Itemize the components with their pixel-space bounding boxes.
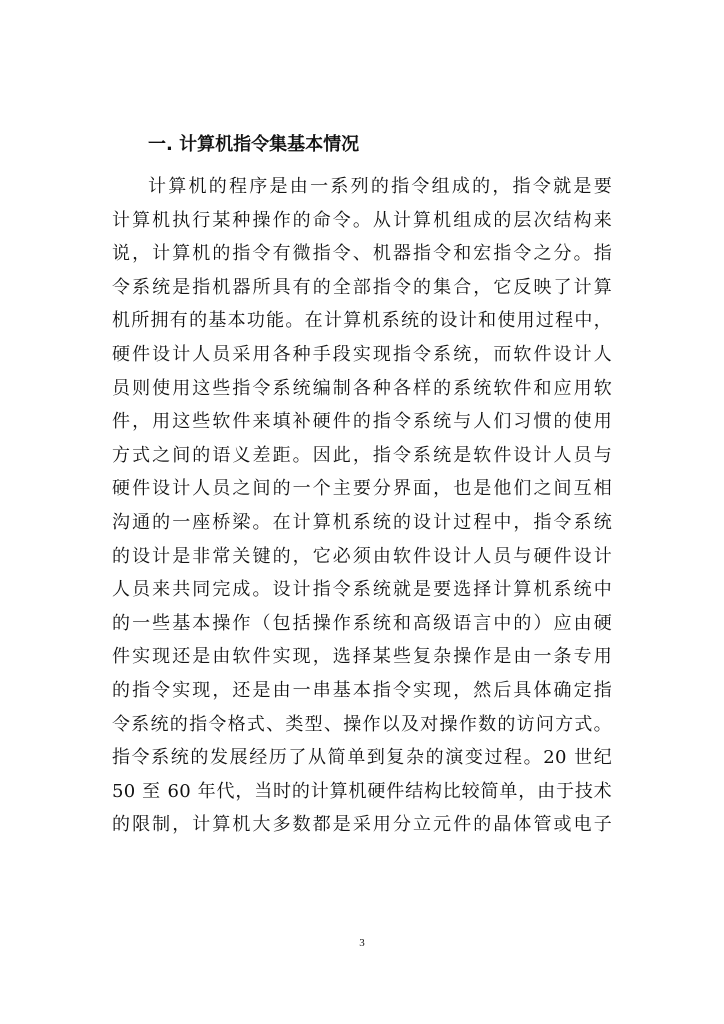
- paragraph-line: 计算机的程序是由一系列的指令组成的，指令就是要: [148, 176, 612, 197]
- paragraph-line: 方式之间的语义差距。因此，指令系统是软件设计人员与: [112, 444, 612, 466]
- paragraph-line: 人员来共同完成。设计指令系统就是要选择计算机系统中: [112, 579, 612, 601]
- paragraph-line: 令系统的指令格式、类型、操作以及对操作数的访问方式。: [112, 713, 612, 735]
- paragraph-line: 的限制，计算机大多数都是采用分立元件的晶体管或电子: [112, 814, 612, 836]
- paragraph-line: 件实现还是由软件实现，选择某些复杂操作是由一条专用: [112, 646, 612, 668]
- paragraph-line: 50 至 60 年代，当时的计算机硬件结构比较简单，由于技术: [112, 780, 612, 802]
- paragraph-line: 计算机执行某种操作的命令。从计算机组成的层次结构来: [112, 209, 612, 231]
- paragraph-line: 令系统是指机器所具有的全部指令的集合，它反映了计算: [112, 276, 612, 298]
- page-number: 3: [359, 937, 365, 949]
- paragraph-line: 的指令实现，还是由一串基本指令实现，然后具体确定指: [112, 679, 612, 701]
- paragraph-line: 员则使用这些指令系统编制各种各样的系统软件和应用软: [112, 377, 612, 399]
- paragraph-line: 的设计是非常关键的，它必须由软件设计人员与硬件设计: [112, 545, 612, 567]
- paragraph-line: 机所拥有的基本功能。在计算机系统的设计和使用过程中，: [112, 310, 612, 332]
- body-paragraph: [112, 170, 612, 842]
- paragraph-line: 的一些基本操作（包括操作系统和高级语言中的）应由硬: [112, 612, 612, 634]
- paragraph-line: 说，计算机的指令有微指令、机器指令和宏指令之分。指: [112, 243, 612, 265]
- paragraph-line: 硬件设计人员之间的一个主要分界面，也是他们之间互相: [112, 478, 612, 500]
- paragraph-line: 硬件设计人员采用各种手段实现指令系统，而软件设计人: [112, 343, 612, 365]
- paragraph-line: 件，用这些软件来填补硬件的指令系统与人们习惯的使用: [112, 411, 612, 433]
- paragraph-line: 沟通的一座桥梁。在计算机系统的设计过程中，指令系统: [112, 511, 612, 533]
- section-heading: 一. 计算机指令集基本情况: [148, 134, 360, 155]
- paragraph-line: 指令系统的发展经历了从简单到复杂的演变过程。20 世纪: [112, 747, 612, 769]
